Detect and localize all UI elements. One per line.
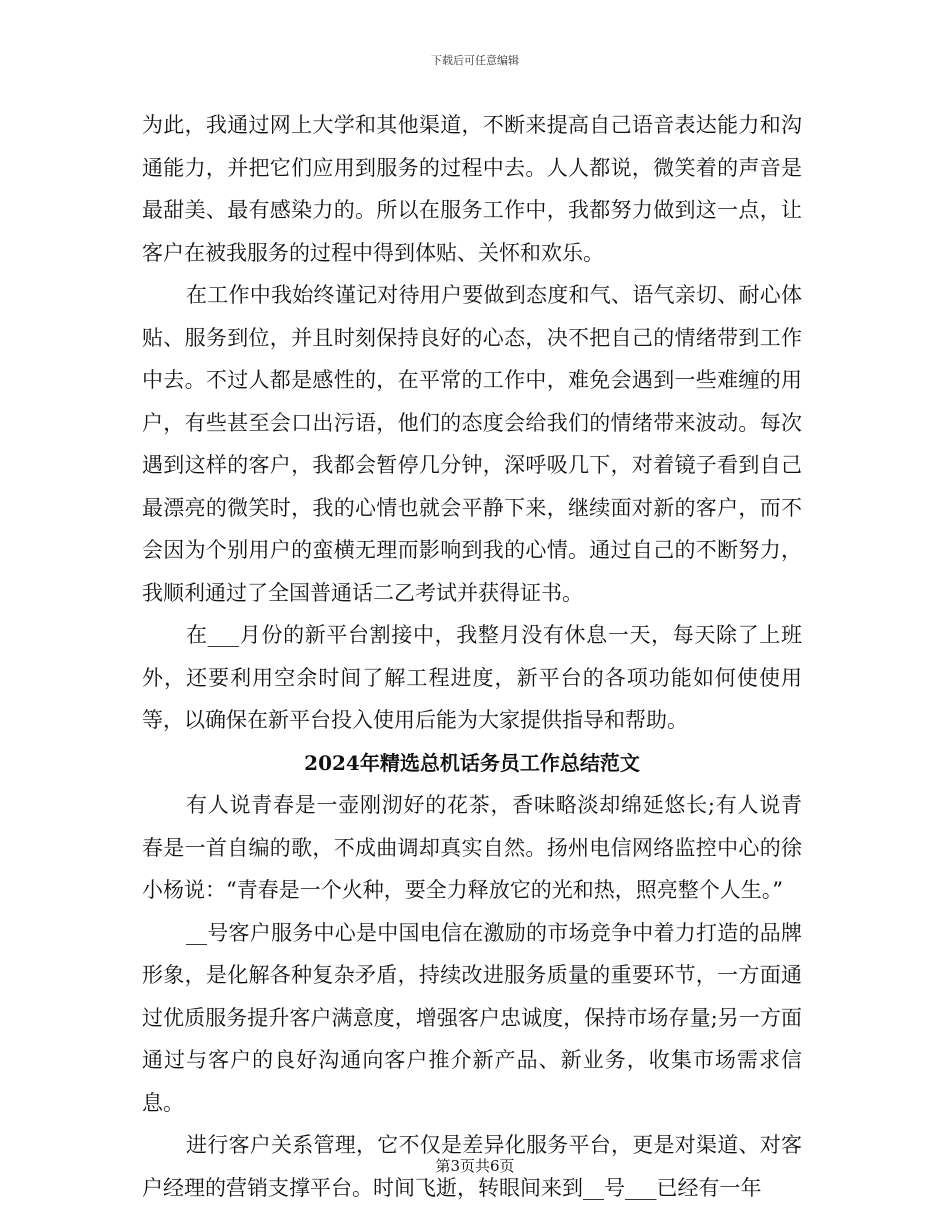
paragraph-6: 进行客户关系管理，它不仅是差异化服务平台，更是对渠道、对客户经理的营销支撑平台。时间飞逝，转眼间来到__号___已经有一年 <box>142 1133 802 1200</box>
paragraph-5: __号客户服务中心是中国电信在激励的市场竞争中着力打造的品牌形象，是化解各种复杂矛盾，持续改进服务质量的重要环节，一方面通过优质服务提升客户满意度，增强客户忠诚度，保持市场存量;另一方面通过与客户的良好沟通向客户推介新产品、新业务，收集市场需求信息。 <box>142 920 802 1115</box>
document-body <box>142 104 802 1209</box>
page-header-note: 下载后可任意编辑 <box>431 54 519 67</box>
paragraph-2: 在工作中我始终谨记对待用户要做到态度和气、语气亲切、耐心体贴、服务到位，并且时刻保持良好的心态，决不把自己的情绪带到工作中去。不过人都是感性的，在平常的工作中，难免会遇到一些难缠的用户，有些甚至会口出污语，他们的态度会给我们的情绪带来波动。每次遇到这样的客户，我都会暂停几分钟，深呼吸几下，对着镜子看到自己最漂亮的微笑时，我的心情也就会平静下来，继续面对新的客户，而不会因为个别用户的蛮横无理而影响到我的心情。通过自己的不断努力，我顺利通过了全国普通话二乙考试并获得证书。 <box>142 283 802 605</box>
paragraph-3: 在___月份的新平台割接中，我整月没有休息一天，每天除了上班外，还要利用空余时间了解工程进度，新平台的各项功能如何使使用等，以确保在新平台投入使用后能为大家提供指导和帮助。 <box>142 623 802 732</box>
page-number: 第3页共6页 <box>435 1157 515 1175</box>
paragraph-1: 为此，我通过网上大学和其他渠道，不断来提高自己语音表达能力和沟通能力，并把它们应用到服务的过程中去。人人都说，微笑着的声音是最甜美、最有感染力的。所以在服务工作中，我都努力做到这一点，让客户在被我服务的过程中得到体贴、关怀和欢乐。 <box>142 113 802 265</box>
section-title: 2024年精选总机话务员工作总结范文 <box>304 750 640 775</box>
paragraph-4: 有人说青春是一壶刚沏好的花茶，香味略淡却绵延悠长;有人说青春是一首自编的歌，不成曲调却真实自然。扬州电信网络监控中心的徐小杨说：“青春是一个火种，要全力释放它的光和热，照亮整个人生。” <box>142 793 802 902</box>
